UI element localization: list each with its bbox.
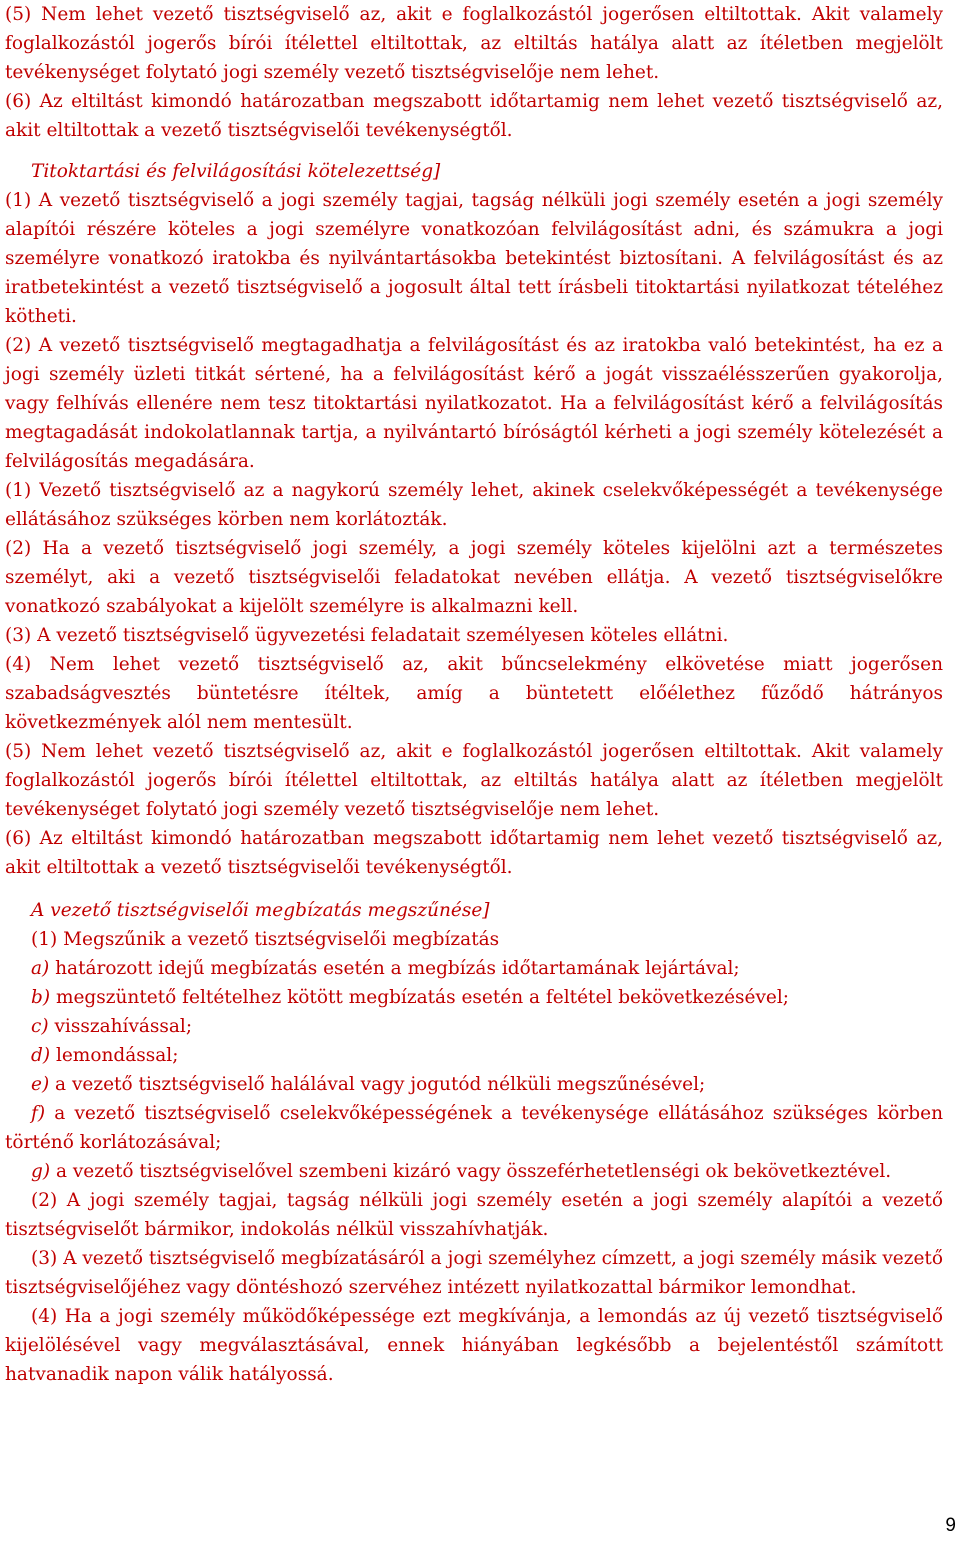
- paragraph-confidentiality-2: (2) A vezető tisztségviselő megtagadhatja a felvilágosítást és az iratokba való betekintést, ha ez a jogi személy üzleti titkát sértené, ha a felvilágosítást kérő a jogát visszaélésszerűen gyakorolja, vagy felhívás ellenére nem tesz titoktartási nyilatkozatot. Ha a felvilágosítást kérő a felvilágosítás megtagadását indokolatlannak tartja, a nyilvántartó bíróságtól kérheti a jogi személy kötelezését a felvilágosítás megadására.: [5, 335, 943, 472]
- paragraph-confidentiality-7: (5) Nem lehet vezető tisztségviselő az, akit e foglalkozástól jogerősen eltiltottak. Akit valamely foglalkozástól jogerős bírói ítélettel eltiltottak, az eltiltás hatálya alatt az ítéletben megjelölt tevékenységet folytató jogi személy vezető tisztségviselője nem lehet.: [5, 741, 943, 820]
- termination-item-g: [5, 1157, 943, 1186]
- paragraph-confidentiality-8: (6) Az eltiltást kimondó határozatban megszabott időtartamig nem lehet vezető tisztségviselő az, akit eltiltottak a vezető tisztségviselői tevékenységtől.: [5, 828, 943, 878]
- paragraph-termination-2: (2) A jogi személy tagjai, tagság nélküli jogi személy esetén a jogi személy alapítói a vezető tisztségviselőt bármikor, indokolás nélkül visszahívhatják.: [5, 1190, 943, 1240]
- paragraph-top-5: (5) Nem lehet vezető tisztségviselő az, akit e foglalkozástól jogerősen eltiltottak. Akit valamely foglalkozástól jogerős bírói ítélettel eltiltottak, az eltiltás hatálya alatt az ítéletben megjelölt tevékenységet folytató jogi személy vezető tisztségviselője nem lehet.: [5, 4, 943, 83]
- page-number: 9: [945, 1515, 956, 1536]
- termination-item-e: [5, 1070, 943, 1099]
- item-letter: a): [31, 958, 50, 979]
- paragraph-termination-3: (3) A vezető tisztségviselő megbízatásáról a jogi személyhez címzett, a jogi személy másik vezető tisztségviselőjéhez vagy döntéshozó szervéhez intézett nyilatkozattal bármikor lemondhat.: [5, 1248, 943, 1298]
- item-text: a vezető tisztségviselő halálával vagy jogutód nélküli megszűnésével;: [49, 1074, 706, 1095]
- termination-intro: (1) Megszűnik a vezető tisztségviselői megbízatás: [31, 929, 500, 950]
- section-heading-confidentiality: Titoktartási és felvilágosítási kötelezettség]: [31, 161, 441, 182]
- document-page: [5, 0, 943, 1389]
- item-text: visszahívással;: [48, 1016, 193, 1037]
- paragraph-top-6: (6) Az eltiltást kimondó határozatban megszabott időtartamig nem lehet vezető tisztségviselő az, akit eltiltottak a vezető tisztségviselői tevékenységtől.: [5, 91, 943, 141]
- item-text: a vezető tisztségviselő cselekvőképességének a tevékenysége ellátásához szükséges körben történő korlátozásával;: [5, 1103, 943, 1153]
- paragraph-confidentiality-1: (1) A vezető tisztségviselő a jogi személy tagjai, tagság nélküli jogi személy esetén a jogi személy alapítói részére köteles a jogi személyre vonatkozóan felvilágosítást adni, és számukra a jogi személyre vonatkozó iratokba és nyilvántartásokba betekintést biztosítani. A felvilágosítást és az iratbetekintést a vezető tisztségviselő a jogosult által tett írásbeli titoktartási nyilatkozat tételéhez kötheti.: [5, 190, 943, 327]
- paragraph-confidentiality-3: (1) Vezető tisztségviselő az a nagykorú személy lehet, akinek cselekvőképességét a tevékenysége ellátásához szükséges körben nem korlátozták.: [5, 480, 943, 530]
- termination-item-b: [5, 983, 943, 1012]
- item-text: a vezető tisztségviselővel szembeni kizáró vagy összeférhetetlenségi ok bekövetkeztével.: [50, 1161, 892, 1182]
- item-text: határozott idejű megbízatás esetén a megbízás időtartamának lejártával;: [49, 958, 740, 979]
- item-letter: b): [31, 987, 51, 1008]
- termination-item-d: [5, 1041, 943, 1070]
- spacer: [5, 882, 943, 896]
- item-letter: d): [31, 1045, 51, 1066]
- termination-item-a: [5, 954, 943, 983]
- termination-item-c: [5, 1012, 943, 1041]
- item-letter: g): [31, 1161, 51, 1182]
- paragraph-confidentiality-4: (2) Ha a vezető tisztségviselő jogi személy, a jogi személy köteles kijelölni azt a természetes személyt, aki a vezető tisztségviselői feladatokat nevében ellátja. A vezető tisztségviselőkre vonatkozó szabályokat a kijelölt személyre is alkalmazni kell.: [5, 538, 943, 617]
- paragraph-termination-4: (4) Ha a jogi személy működőképessége ezt megkívánja, a lemondás az új vezető tisztségviselő kijelölésével vagy megválasztásával, ennek hiányában legkésőbb a bejelentéstől számított hatvanadik napon válik hatályossá.: [5, 1306, 943, 1385]
- item-letter: f): [31, 1103, 46, 1124]
- spacer: [5, 145, 943, 157]
- item-letter: c): [31, 1016, 49, 1037]
- section-heading-termination: A vezető tisztségviselői megbízatás megszűnése]: [31, 900, 490, 921]
- termination-item-f: [5, 1099, 943, 1157]
- paragraph-confidentiality-6: (4) Nem lehet vezető tisztségviselő az, akit bűncselekmény elkövetése miatt jogerősen szabadságvesztés büntetésre ítéltek, amíg a büntetett előélethez fűződő hátrányos következmények alól nem mentesült.: [5, 654, 943, 733]
- paragraph-confidentiality-5: (3) A vezető tisztségviselő ügyvezetési feladatait személyesen köteles ellátni.: [5, 625, 729, 646]
- item-text: megszüntető feltételhez kötött megbízatás esetén a feltétel bekövetkezésével;: [50, 987, 790, 1008]
- item-letter: e): [31, 1074, 50, 1095]
- item-text: lemondással;: [50, 1045, 179, 1066]
